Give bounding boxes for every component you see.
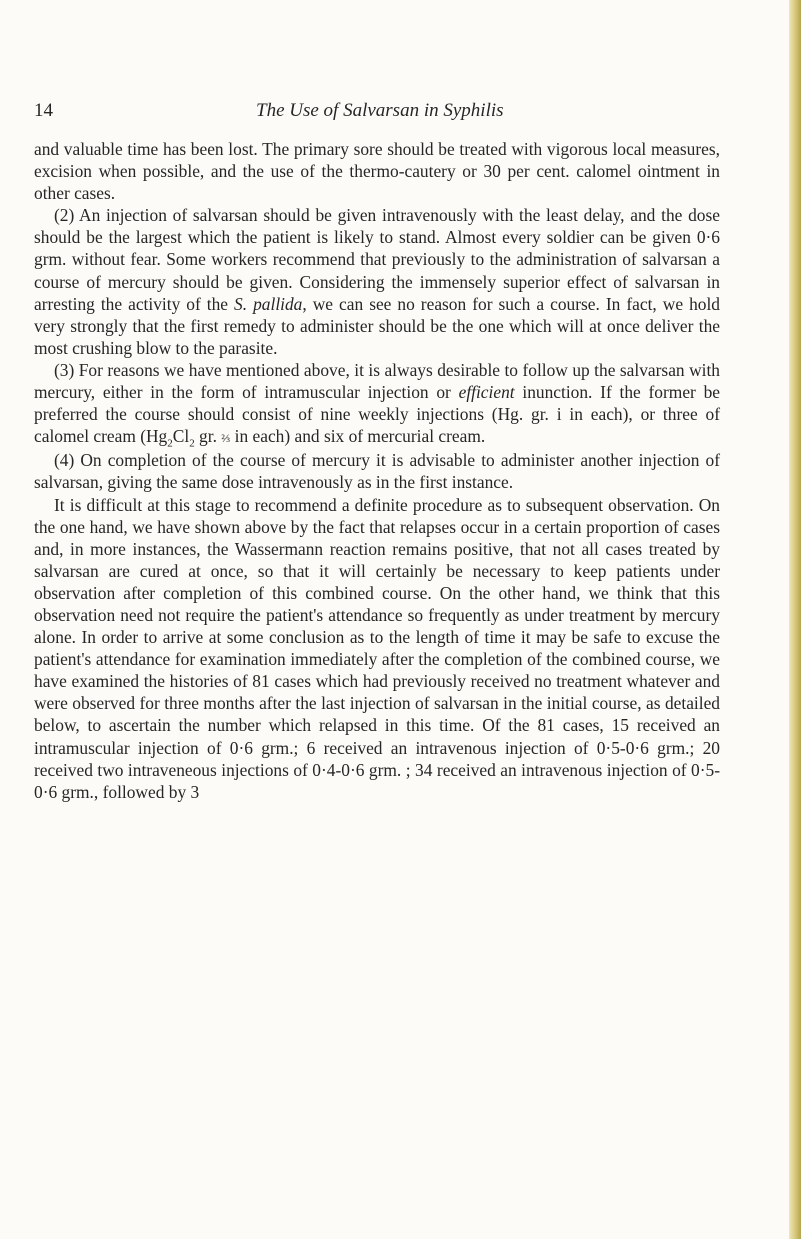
paragraph-4: [34, 449, 720, 493]
paragraph-2-italic: S. pallida: [234, 293, 303, 314]
paragraph-3: [34, 359, 720, 449]
page-number: 14: [34, 100, 53, 121]
subscript: 2: [189, 437, 195, 450]
paragraph-2: [34, 204, 720, 359]
paragraph-1: [34, 138, 720, 204]
paragraph-1-text: and valuable time has been lost. The primary sore should be treated with vigorous local measures, excision when possible, and the use of the thermo-cautery or 30 per cent. calomel ointment in other cases.: [34, 139, 720, 204]
fraction: ⅔: [221, 431, 231, 446]
paragraph-3-italic: efficient: [458, 382, 515, 403]
running-head: [34, 100, 734, 126]
paragraph-3-text-c: Cl: [172, 426, 190, 447]
running-title: The Use of Salvarsan in Syphilis: [256, 100, 504, 121]
body-text: [34, 138, 720, 803]
paragraph-4-text: (4) On completion of the course of mercury it is advisable to administer another injection of salvarsan, giving the same dose intravenously as in the first instance.: [34, 450, 720, 493]
subscript: 2: [167, 437, 173, 450]
paragraph-2-text-b: , we can see no reason for such a course. In fact, we hold very strongly that the first remedy to administer should be the one which will at once deliver the most crushing blow to the parasite.: [34, 293, 720, 358]
paragraph-5-text: It is difficult at this stage to recommend a definite procedure as to subsequent observation. On the one hand, we have shown above by the fact that relapses occur in a certain proportion of cases and, in more instances, the Wassermann reaction remains positive, that not all cases treated by salvarsan are cured at once, so that it will certainly be necessary to keep patients under observation after completion of this combined course. On the other hand, we think that this observation need not require the patient's attendance so frequently as under treatment by mercury alone. In order to arrive at some conclusion as to the length of time it may be safe to excuse the patient's attendance for examination immediately after the completion of the combined course, we have examined the histories of 81 cases which had previously received no treatment whatever and were observed for three months after the last injection of salvarsan in the initial course, as detailed below, to ascertain the number which relapsed in this time. Of the 81 cases, 15 received an intramuscular injection of 0·6 grm.; 6 received an intravenous injection of 0·5-0·6 grm.; 20 received two intraveneous injections of 0·4-0·6 grm. ; 34 received an intravenous injection of 0·5-0·6 grm., followed by 3: [34, 494, 720, 802]
paragraph-5: [34, 494, 720, 803]
paragraph-3-text-e: in each) and six of mercurial cream.: [230, 426, 486, 447]
paragraph-2-text-a: (2) An injection of salvarsan should be given intravenously with the least delay, and the dose should be the largest which the patient is likely to stand. Almost every soldier can be given 0·6 grm. without fear. Some workers recommend that previously to the administration of salvarsan a course of mercury should be given. Considering the immensely superior effect of salvarsan in arresting the activity of the: [34, 205, 720, 314]
paragraph-3-text-b: inunction. If the former be preferred the course should consist of nine weekly injections (Hg. gr. i in each), or three of calomel cream (Hg: [34, 382, 720, 447]
paragraph-3-text-a: (3) For reasons we have mentioned above, it is always desirable to follow up the salvarsan with mercury, either in the form of intramuscular injection or: [34, 359, 720, 403]
paragraph-3-text-d: gr.: [194, 426, 222, 447]
page-edge: [789, 0, 801, 1239]
